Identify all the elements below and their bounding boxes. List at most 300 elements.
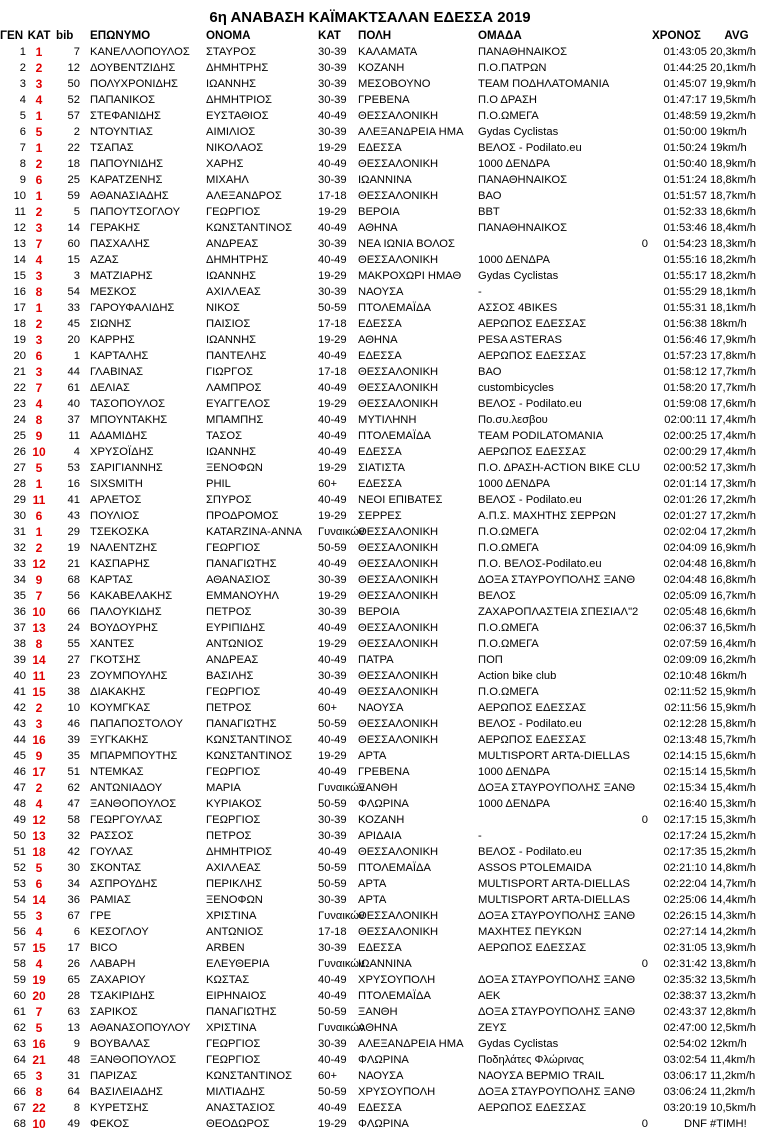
cell-surname: ΝΤΟΥΝΤΙΑΣ [90, 126, 153, 138]
cell-cat-rank: 1 [35, 45, 43, 59]
cell-cat-rank: 8 [35, 1085, 43, 1099]
cell-gen-rank: 28 [13, 478, 26, 490]
cell-cat-rank: 3 [35, 1069, 43, 1083]
cell-first-name: ΠΑΝΑΓΙΩΤΗΣ [206, 558, 277, 570]
cell-city: ΠΤΟΛΕΜΑΪΔΑ [358, 302, 431, 314]
cell-city: ΣΙΑΤΙΣΤΑ [358, 462, 405, 474]
cell-cat-rank: 3 [35, 333, 43, 347]
header-bib: bib [56, 29, 74, 42]
cell-first-name: ΑΧΙΛΛΕΑΣ [206, 862, 261, 874]
cell-extra [628, 540, 648, 556]
cell-cat-rank: 4 [35, 253, 43, 267]
cell-team: ΑΕΡΩΠΟΣ ΕΔΕΣΣΑΣ [478, 350, 587, 362]
cell-gen-rank: 10 [13, 190, 26, 202]
cell-avg-speed: 18,6km/h [710, 206, 757, 218]
cell-avg-speed: 15,3km/h [710, 814, 757, 826]
cell-surname: BICO [90, 942, 118, 954]
cell-time: 02:17:15 [663, 814, 707, 826]
table-row [0, 588, 763, 604]
cell-avg-speed: 18,8km/h [710, 174, 757, 186]
cell-gen-rank: 24 [13, 414, 26, 426]
cell-time: 02:11:52 [664, 686, 707, 698]
cell-bib: 23 [67, 670, 80, 682]
cell-team: Π.Ο.ΠΑΤΡΩΝ [478, 62, 547, 74]
cell-avg-speed: 17,3km/h [710, 462, 757, 474]
cell-team: Π.Ο.ΩΜΕΓΑ [478, 686, 539, 698]
cell-bib: 10 [67, 702, 80, 714]
cell-time: 02:54:02 [663, 1038, 707, 1050]
cell-gen-rank: 8 [19, 158, 26, 170]
cell-time: 01:57:23 [663, 350, 707, 362]
table-row [0, 92, 763, 108]
cell-category: 40-49 [318, 654, 347, 666]
cell-team: ΔΟΞΑ ΣΤΑΥΡΟΥΠΟΛΗΣ ΞΑΝΘ [478, 1006, 636, 1018]
cell-extra [628, 348, 648, 364]
cell-surname: ΑΝΤΩΝΙΑΔΟΥ [90, 782, 163, 794]
cell-bib: 67 [67, 910, 80, 922]
cell-bib: 32 [67, 830, 80, 842]
cell-cat-rank: 6 [35, 509, 43, 523]
cell-city: ΑΡΤΑ [358, 750, 387, 762]
cell-category: Γυναικών [318, 910, 365, 922]
cell-first-name: ΠΑΝΑΓΙΩΤΗΣ [206, 718, 277, 730]
cell-category: 30-39 [318, 574, 347, 586]
cell-gen-rank: 66 [13, 1086, 26, 1098]
cell-cat-rank: 2 [35, 205, 43, 219]
cell-cat-rank: 1 [35, 525, 43, 539]
table-row [0, 380, 763, 396]
cell-team: Πο.συ.λεσβου [478, 414, 548, 426]
cell-extra [628, 428, 648, 444]
cell-surname: ΚΟΥΜΓΚΑΣ [90, 702, 151, 714]
cell-time: 02:15:34 [663, 782, 707, 794]
cell-cat-rank: 5 [35, 861, 43, 875]
cell-team: Π.Ο.ΩΜΕΓΑ [478, 526, 539, 538]
cell-category: 50-59 [318, 862, 347, 874]
cell-first-name: ΞΕΝΟΦΩΝ [206, 462, 263, 474]
cell-surname: ΞΥΓΚΑΚΗΣ [90, 734, 149, 746]
cell-category: 30-39 [318, 1038, 347, 1050]
cell-extra [628, 844, 648, 860]
cell-city: ΕΔΕΣΣΑ [358, 142, 402, 154]
cell-bib: 12 [67, 62, 80, 74]
cell-extra [628, 140, 648, 156]
cell-first-name: ΚΩΝΣΤΑΝΤΙΝΟΣ [206, 1070, 293, 1082]
table-row [0, 908, 763, 924]
cell-cat-rank: 15 [32, 685, 46, 699]
cell-gen-rank: 30 [13, 510, 26, 522]
cell-time: 01:50:00 [663, 126, 707, 138]
cell-time: 02:25:06 [663, 894, 707, 906]
cell-bib: 30 [67, 862, 80, 874]
cell-extra [628, 188, 648, 204]
cell-surname: ΓΕΩΡΓΟΥΛΑΣ [90, 814, 163, 826]
cell-first-name: ΑΙΜΙΛΙΟΣ [206, 126, 256, 138]
cell-surname: ΓΟΥΛΑΣ [90, 846, 133, 858]
cell-city: ΝΑΟΥΣΑ [358, 1070, 404, 1082]
cell-surname: ΠΑΣΧΑΛΗΣ [90, 238, 150, 250]
cell-time: 01:56:46 [663, 334, 707, 346]
cell-bib: 60 [67, 238, 80, 250]
cell-category: 17-18 [318, 318, 347, 330]
cell-avg-speed: 18,2km/h [710, 254, 757, 266]
cell-category: 40-49 [318, 734, 347, 746]
cell-team [478, 956, 628, 972]
cell-surname: ΚΕΣΟΓΛΟΥ [90, 926, 149, 938]
cell-extra [628, 620, 648, 636]
table-row [0, 1084, 763, 1100]
cell-extra [628, 1052, 648, 1068]
cell-time: 01:55:16 [663, 254, 707, 266]
cell-extra [628, 652, 648, 668]
cell-city: ΑΘΗΝΑ [358, 1022, 398, 1034]
cell-city: ΝΕΟΙ ΕΠΙΒΑΤΕΣ [358, 494, 443, 506]
cell-category: 30-39 [318, 286, 347, 298]
table-row [0, 684, 763, 700]
cell-city: ΚΑΛΑΜΑΤΑ [358, 46, 418, 58]
cell-first-name: ΜΙΛΤΙΑΔΗΣ [206, 1086, 265, 1098]
cell-category: 30-39 [318, 670, 347, 682]
cell-category: 30-39 [318, 78, 347, 90]
table-row [0, 476, 763, 492]
cell-bib: 38 [67, 686, 80, 698]
cell-city: ΧΡΥΣΟΥΠΟΛΗ [358, 1086, 436, 1098]
table-row [0, 892, 763, 908]
cell-city: ΑΡΙΔΑΙΑ [358, 830, 402, 842]
cell-team: PESA ASTERAS [478, 334, 562, 346]
cell-avg-speed: 17,8km/h [710, 350, 757, 362]
cell-cat-rank: 14 [32, 653, 46, 667]
table-row [0, 620, 763, 636]
cell-first-name: ΛΑΜΠΡΟΣ [206, 382, 262, 394]
cell-surname: ΠΑΛΟΥΚΙΔΗΣ [90, 606, 162, 618]
cell-surname: ΑΘΑΝΑΣΙΑΔΗΣ [90, 190, 169, 202]
cell-first-name: ΠΡΟΔΡΟΜΟΣ [206, 510, 279, 522]
cell-category: 40-49 [318, 222, 347, 234]
cell-bib: 20 [67, 334, 80, 346]
cell-city: ΑΛΕΞΑΝΔΡΕΙΑ ΗΜΑ [358, 1038, 464, 1050]
cell-cat-rank: 11 [32, 669, 46, 683]
cell-first-name: ΑΘΑΝΑΣΙΟΣ [206, 574, 271, 586]
cell-cat-rank: 4 [35, 925, 43, 939]
cell-cat-rank: 20 [32, 989, 46, 1003]
cell-gen-rank: 42 [13, 702, 26, 714]
cell-bib: 25 [67, 174, 80, 186]
cell-first-name: ΙΩΑΝΝΗΣ [206, 334, 257, 346]
table-row [0, 1004, 763, 1020]
cell-surname: ΞΑΝΘΟΠΟΥΛΟΣ [90, 798, 177, 810]
header-time: ΧΡΟΝΟΣ [652, 29, 701, 42]
cell-surname: ΤΣΕΚΟΣΚΑ [90, 526, 149, 538]
cell-team: 1000 ΔΕΝΔΡΑ [478, 158, 550, 170]
cell-surname: ΦΕΚΟΣ [90, 1118, 130, 1130]
cell-time: 02:16:40 [663, 798, 707, 810]
cell-category: 17-18 [318, 366, 347, 378]
table-row [0, 556, 763, 572]
cell-avg-speed: 13,5km/h [710, 974, 757, 986]
table-row [0, 860, 763, 876]
cell-surname: ΣΙΩΝΗΣ [90, 318, 132, 330]
cell-time: 02:09:09 [663, 654, 707, 666]
cell-cat-rank: 7 [35, 237, 43, 251]
cell-surname: ΑΖΑΣ [90, 254, 119, 266]
cell-gen-rank: 41 [13, 686, 26, 698]
cell-team: ΒΑΟ [478, 190, 502, 202]
cell-surname: ΠΟΛΥΧΡΟΝΙΔΗΣ [90, 78, 178, 90]
cell-city: ΘΕΣΣΑΛΟΝΙΚΗ [358, 110, 439, 122]
cell-gen-rank: 47 [13, 782, 26, 794]
cell-extra [628, 492, 648, 508]
cell-surname: ΤΣΑΚΙΡΙΔΗΣ [90, 990, 155, 1002]
cell-avg-speed: 16,6km/h [710, 606, 757, 618]
cell-category: 19-29 [318, 334, 347, 346]
cell-city: ΑΡΤΑ [358, 894, 387, 906]
cell-avg-speed: 15,9km/h [710, 702, 757, 714]
cell-extra [628, 476, 648, 492]
cell-first-name: ΓΙΩΡΓΟΣ [206, 366, 253, 378]
cell-team: ΔΟΞΑ ΣΤΑΥΡΟΥΠΟΛΗΣ ΞΑΝΘ [478, 574, 636, 586]
cell-team: Gydas Cyclistas [478, 270, 559, 282]
cell-first-name: ΠΕΤΡΟΣ [206, 606, 252, 618]
cell-surname: ΠΑΠΟΥΤΣΟΓΛΟΥ [90, 206, 181, 218]
cell-extra [628, 300, 648, 316]
cell-city: ΘΕΣΣΑΛΟΝΙΚΗ [358, 558, 439, 570]
cell-avg-speed: 15,4km/h [710, 782, 757, 794]
cell-team: ΔΟΞΑ ΣΤΑΥΡΟΥΠΟΛΗΣ ΞΑΝΘ [478, 974, 636, 986]
table-row [0, 508, 763, 524]
cell-extra [628, 316, 648, 332]
cell-bib: 46 [67, 718, 80, 730]
cell-city: ΦΛΩΡΙΝΑ [358, 798, 409, 810]
cell-first-name: ΔΗΜΗΤΡΗΣ [206, 62, 269, 74]
cell-category: 60+ [318, 1070, 337, 1082]
cell-first-name: ΑΧΙΛΛΕΑΣ [206, 286, 261, 298]
cell-city: ΚΟΖΑΝΗ [358, 62, 405, 74]
cell-city: ΒΕΡΟΙΑ [358, 206, 400, 218]
cell-category: 30-39 [318, 126, 347, 138]
cell-category: 60+ [318, 478, 337, 490]
cell-first-name: ΒΑΣΙΛΗΣ [206, 670, 254, 682]
cell-first-name: ΓΕΩΡΓΙΟΣ [206, 206, 261, 218]
header-blank [628, 28, 648, 44]
table-row [0, 524, 763, 540]
cell-city: ΑΘΗΝΑ [358, 334, 398, 346]
table-row [0, 780, 763, 796]
cell-avg-speed: 11,2km/h [710, 1070, 756, 1082]
cell-surname: ΔΙΑΚΑΚΗΣ [90, 686, 146, 698]
cell-category: 60+ [318, 702, 337, 714]
cell-category: 50-59 [318, 718, 347, 730]
cell-avg-speed: 19km/h [710, 142, 747, 154]
cell-time: 02:26:15 [663, 910, 707, 922]
cell-city: ΘΕΣΣΑΛΟΝΙΚΗ [358, 670, 439, 682]
cell-category: Γυναικών [318, 526, 365, 538]
cell-cat-rank: 1 [35, 141, 43, 155]
results-table [0, 28, 763, 1132]
cell-cat-rank: 18 [32, 845, 46, 859]
cell-cat-rank: 16 [32, 1037, 46, 1051]
cell-first-name: ΠΕΤΡΟΣ [206, 830, 252, 842]
cell-city: ΠΤΟΛΕΜΑΪΔΑ [358, 990, 431, 1002]
cell-avg-speed: 12km/h [710, 1038, 747, 1050]
cell-team: ΔΟΞΑ ΣΤΑΥΡΟΥΠΟΛΗΣ ΞΑΝΘ [478, 1086, 636, 1098]
cell-gen-rank: 34 [13, 574, 26, 586]
cell-cat-rank: 3 [35, 77, 43, 91]
cell-category: 19-29 [318, 206, 347, 218]
cell-time: 02:31:42 [663, 958, 707, 970]
cell-category: 19-29 [318, 398, 347, 410]
cell-bib: 63 [67, 1006, 80, 1018]
cell-team: ΠΑΝΑΘΗΝΑΙΚΟΣ [478, 46, 568, 58]
table-row [0, 396, 763, 412]
cell-bib: 53 [67, 462, 80, 474]
cell-team: 1000 ΔΕΝΔΡΑ [478, 254, 550, 266]
cell-category: Γυναικών [318, 782, 365, 794]
cell-avg-speed: 19,2km/h [710, 110, 757, 122]
table-row [0, 924, 763, 940]
table-row [0, 764, 763, 780]
cell-avg-speed: 15,5km/h [710, 766, 757, 778]
cell-time: 01:55:17 [663, 270, 707, 282]
cell-city: ΘΕΣΣΑΛΟΝΙΚΗ [358, 846, 439, 858]
page-title: 6η ΑΝΑΒΑΣΗ ΚΑΪΜΑΚΤΣΑΛΑΝ ΕΔΕΣΣΑ 2019 [209, 9, 531, 26]
cell-category: 19-29 [318, 750, 347, 762]
cell-cat-rank: 9 [35, 429, 43, 443]
cell-cat-rank: 4 [35, 93, 43, 107]
cell-surname: ΓΛΑΒΙΝΑΣ [90, 366, 144, 378]
cell-bib: 68 [67, 574, 80, 586]
cell-surname: ΖΑΧΑΡΙΟΥ [90, 974, 146, 986]
cell-cat-rank: 6 [35, 349, 43, 363]
cell-extra [628, 412, 648, 428]
cell-time: 02:00:25 [663, 430, 707, 442]
cell-gen-rank: 65 [13, 1070, 26, 1082]
cell-time: 02:43:37 [663, 1006, 707, 1018]
cell-category: 40-49 [318, 350, 347, 362]
cell-time: 02:00:11 [664, 414, 707, 426]
cell-cat-rank: 19 [32, 973, 46, 987]
cell-city: ΑΘΗΝΑ [358, 222, 398, 234]
cell-team: Π.Ο.ΩΜΕΓΑ [478, 542, 539, 554]
cell-surname: ΝΑΛΕΝΤΖΗΣ [90, 542, 158, 554]
cell-surname: ΣΑΡΙΚΟΣ [90, 1006, 138, 1018]
table-row [0, 844, 763, 860]
cell-bib: 44 [67, 366, 80, 378]
cell-category: 30-39 [318, 942, 347, 954]
cell-extra [628, 716, 648, 732]
cell-first-name: ΓΕΩΡΓΙΟΣ [206, 814, 261, 826]
table-row [0, 812, 763, 828]
cell-bib: 2 [73, 126, 80, 138]
header-name: ΟΝΟΜΑ [206, 29, 251, 42]
cell-gen-rank: 67 [13, 1102, 26, 1114]
cell-surname: ΓΡΕ [90, 910, 112, 922]
cell-gen-rank: 62 [13, 1022, 26, 1034]
cell-gen-rank: 35 [13, 590, 26, 602]
cell-extra [628, 508, 648, 524]
cell-extra [628, 332, 648, 348]
cell-time: 02:17:24 [663, 830, 707, 842]
cell-team: ΑΕΡΩΠΟΣ ΕΔΕΣΣΑΣ [478, 446, 587, 458]
table-row [0, 348, 763, 364]
cell-gen-rank: 45 [13, 750, 26, 762]
cell-cat-rank: 5 [35, 1021, 43, 1035]
cell-team: ΒΕΛΟΣ - Podilato.eu [478, 494, 582, 506]
cell-bib: 1 [73, 350, 80, 362]
cell-cat-rank: 15 [32, 941, 46, 955]
cell-surname: ΞΑΝΘΟΠΟΥΛΟΣ [90, 1054, 177, 1066]
cell-team: ΒΕΛΟΣ - Podilato.eu [478, 846, 582, 858]
cell-team: Α.Π.Σ. ΜΑΧΗΤΗΣ ΣΕΡΡΩΝ [478, 510, 616, 522]
cell-surname: ΧΑΝΤΕΣ [90, 638, 135, 650]
cell-first-name: ΓΕΩΡΓΙΟΣ [206, 1038, 261, 1050]
table-row [0, 668, 763, 684]
cell-time: 01:50:24 [663, 142, 707, 154]
table-row [0, 972, 763, 988]
cell-team: ΒΕΛΟΣ - Podilato.eu [478, 142, 582, 154]
cell-team: Gydas Cyclistas [478, 126, 559, 138]
cell-cat-rank: 3 [35, 909, 43, 923]
cell-city: ΘΕΣΣΑΛΟΝΙΚΗ [358, 158, 439, 170]
cell-bib: 4 [73, 446, 80, 458]
cell-gen-rank: 17 [13, 302, 26, 314]
cell-category: 40-49 [318, 622, 347, 634]
cell-bib: 41 [67, 494, 80, 506]
cell-city: ΘΕΣΣΑΛΟΝΙΚΗ [358, 718, 439, 730]
cell-first-name: ΠΕΡΙΚΛΗΣ [206, 878, 263, 890]
cell-category: 19-29 [318, 142, 347, 154]
cell-team: ΖΑΧΑΡΟΠΛΑΣΤΕΙΑ ΣΠΕΣΙΑΛ"2 [478, 606, 639, 618]
cell-surname: ΑΔΑΜΙΔΗΣ [90, 430, 148, 442]
table-row [0, 956, 763, 972]
cell-time: 02:05:48 [663, 606, 707, 618]
cell-category: 40-49 [318, 1102, 347, 1114]
cell-gen-rank: 68 [13, 1118, 26, 1130]
cell-surname: SIXSMITH [90, 478, 143, 490]
cell-bib: 28 [67, 990, 80, 1002]
cell-gen-rank: 9 [19, 174, 26, 186]
cell-first-name: ΑΝΔΡΕΑΣ [206, 654, 259, 666]
cell-first-name: ΞΕΝΟΦΩΝ [206, 894, 263, 906]
cell-bib: 29 [67, 526, 80, 538]
cell-extra [628, 204, 648, 220]
cell-gen-rank: 37 [13, 622, 26, 634]
cell-city: ΝΑΟΥΣΑ [358, 702, 404, 714]
cell-city: ΜΥΤΙΛΗΝΗ [358, 414, 417, 426]
cell-time: 02:06:37 [663, 622, 707, 634]
cell-first-name: ΔΗΜΗΤΡΙΟΣ [206, 846, 272, 858]
cell-time: 02:11:56 [664, 702, 707, 714]
cell-first-name: ΔΗΜΗΤΡΗΣ [206, 254, 269, 266]
cell-city: ΣΕΡΡΕΣ [358, 510, 402, 522]
cell-surname: ΠΑΠΟΥΝΙΔΗΣ [90, 158, 164, 170]
cell-cat-rank: 9 [35, 749, 43, 763]
table-row [0, 732, 763, 748]
cell-extra: 0 [641, 814, 648, 826]
cell-surname: ΤΣΑΠΑΣ [90, 142, 134, 154]
table-row [0, 236, 763, 252]
cell-cat-rank: 14 [32, 893, 46, 907]
cell-first-name: ΚΩΣΤΑΣ [206, 974, 250, 986]
cell-gen-rank: 38 [13, 638, 26, 650]
cell-team: Π.Ο. ΒΕΛΟΣ-Podilato.eu [478, 558, 602, 570]
cell-gen-rank: 1 [19, 46, 26, 58]
cell-category: 50-59 [318, 798, 347, 810]
cell-first-name: ΣΤΑΥΡΟΣ [206, 46, 257, 58]
cell-gen-rank: 15 [13, 270, 26, 282]
cell-team: ΔΟΞΑ ΣΤΑΥΡΟΥΠΟΛΗΣ ΞΑΝΘ [478, 782, 636, 794]
cell-team [478, 236, 628, 252]
